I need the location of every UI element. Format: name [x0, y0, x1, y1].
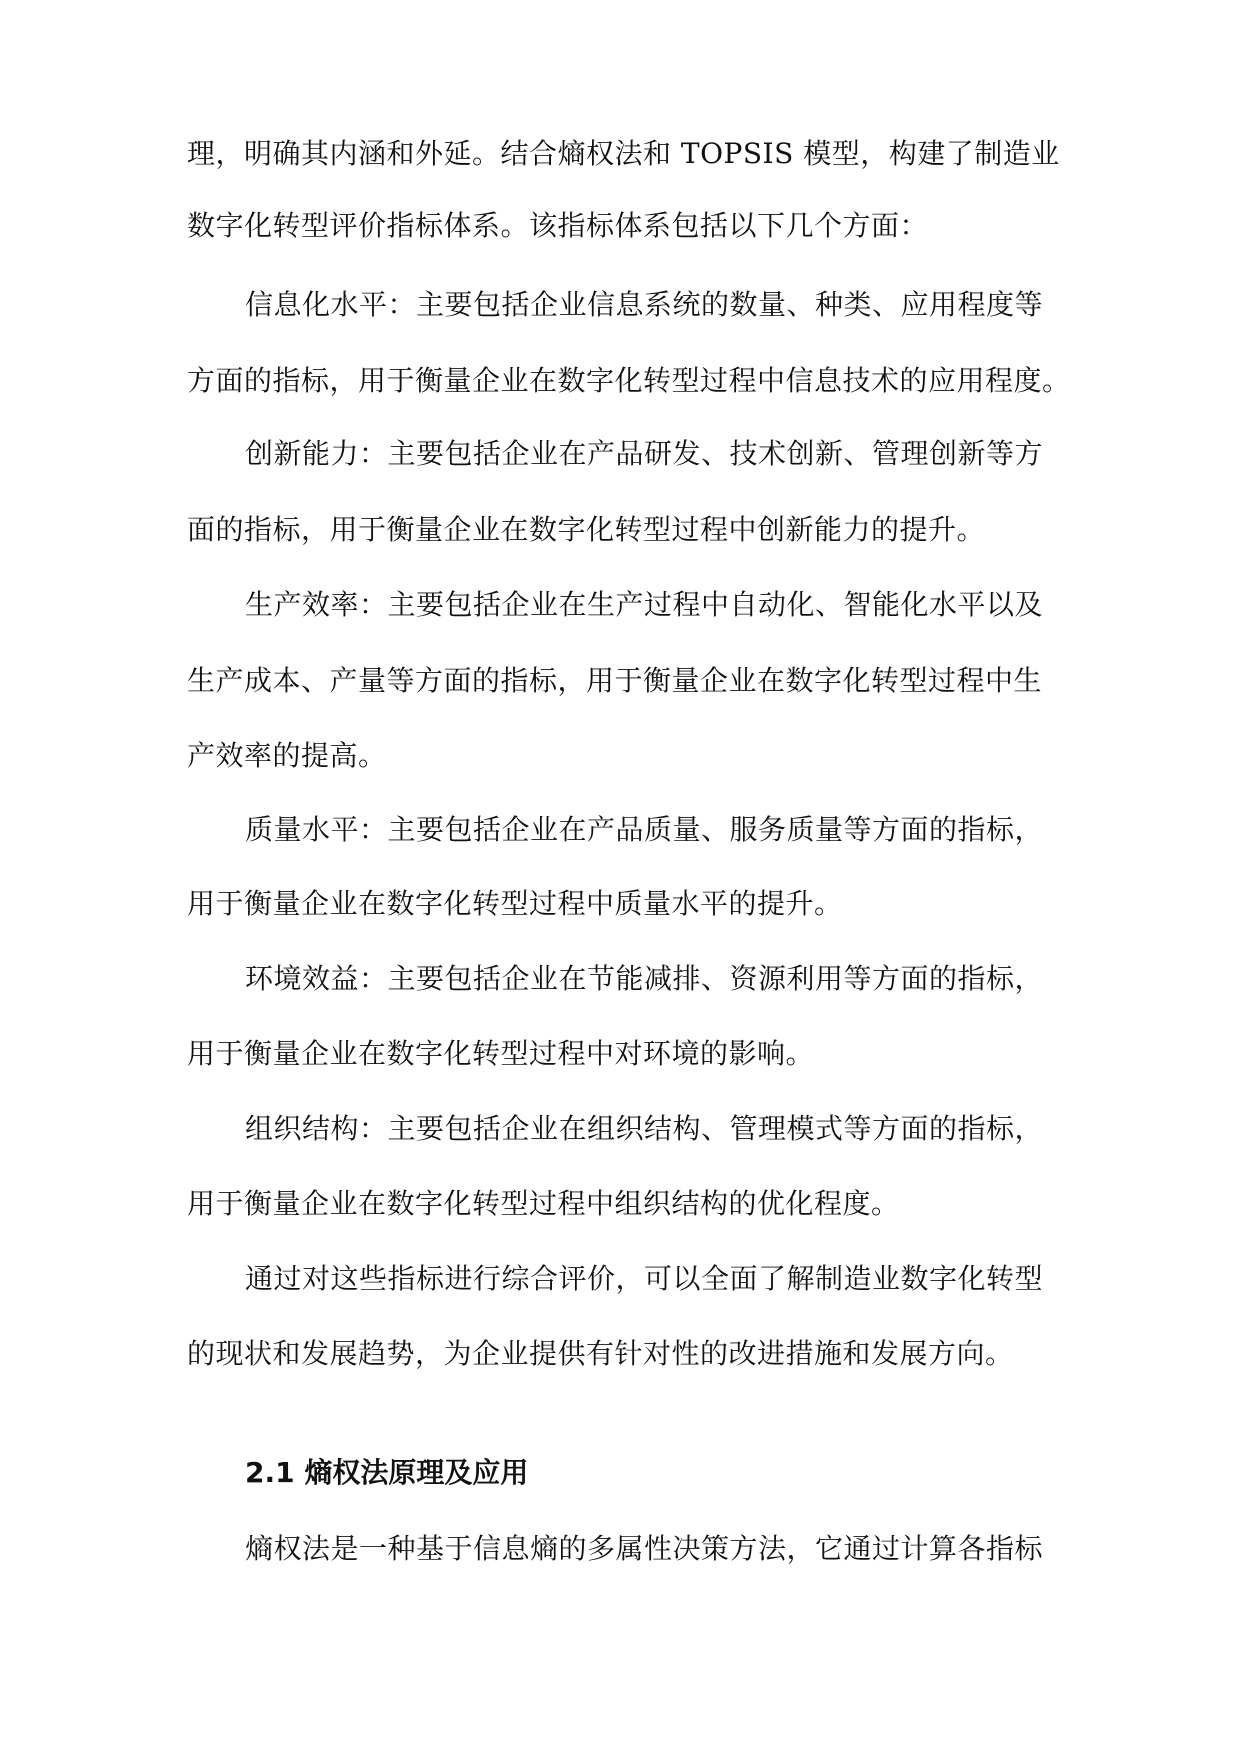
text-line: 组织结构：主要包括企业在组织结构、管理模式等方面的指标， — [245, 1112, 1044, 1145]
text-line: 用于衡量企业在数字化转型过程中对环境的影响。 — [187, 1037, 815, 1070]
text-line: 数字化转型评价指标体系。该指标体系包括以下几个方面： — [187, 209, 929, 242]
section-heading: 2.1 熵权法原理及应用 — [245, 1456, 529, 1489]
text-line: 熵权法是一种基于信息熵的多属性决策方法，它通过计算各指标 — [245, 1532, 1044, 1565]
text-line: 用于衡量企业在数字化转型过程中质量水平的提升。 — [187, 887, 843, 920]
text-line: 理，明确其内涵和外延。结合熵权法和 TOPSIS 模型，构建了制造业 — [187, 137, 1060, 170]
text-line: 生产效率：主要包括企业在生产过程中自动化、智能化水平以及 — [245, 588, 1044, 621]
text-line: 创新能力：主要包括企业在产品研发、技术创新、管理创新等方 — [245, 437, 1044, 470]
text-line: 生产成本、产量等方面的指标，用于衡量企业在数字化转型过程中生 — [187, 664, 1043, 697]
text-line: 环境效益：主要包括企业在节能减排、资源利用等方面的指标， — [245, 962, 1044, 995]
text-line: 信息化水平：主要包括企业信息系统的数量、种类、应用程度等 — [245, 288, 1044, 321]
text-line: 通过对这些指标进行综合评价，可以全面了解制造业数字化转型 — [245, 1262, 1044, 1295]
text-line: 产效率的提高。 — [187, 739, 387, 772]
text-line: 质量水平：主要包括企业在产品质量、服务质量等方面的指标， — [245, 813, 1044, 846]
text-line: 方面的指标，用于衡量企业在数字化转型过程中信息技术的应用程度。 — [187, 364, 1071, 397]
text-line: 面的指标，用于衡量企业在数字化转型过程中创新能力的提升。 — [187, 513, 986, 546]
text-line: 的现状和发展趋势，为企业提供有针对性的改进措施和发展方向。 — [187, 1337, 1014, 1370]
text-line: 用于衡量企业在数字化转型过程中组织结构的优化程度。 — [187, 1187, 900, 1220]
